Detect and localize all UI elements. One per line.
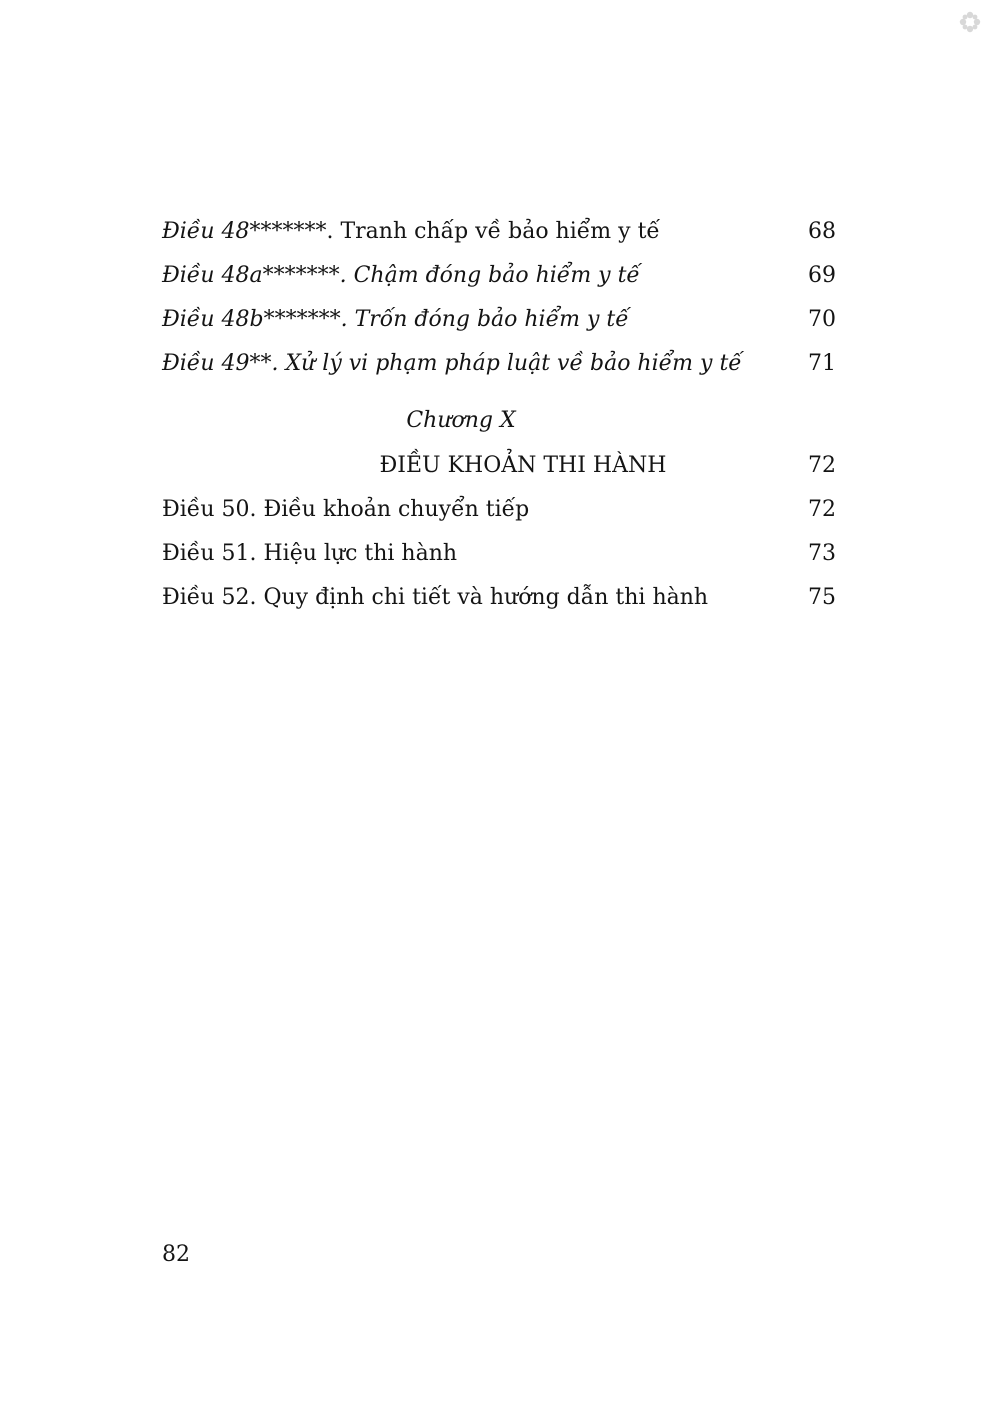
chapter-title: ĐIỀU KHOẢN THI HÀNH [379,453,667,478]
toc-entry-chapter-title[interactable] [162,444,836,488]
toc-entry-title: Điều 50. Điều khoản chuyển tiếp [162,497,530,522]
toc-entry-dieu-50[interactable] [162,488,836,532]
toc-page-number: 71 [808,351,836,376]
toc-entry-title: . Tranh chấp về bảo hiểm y tế [326,219,660,244]
chapter-label: Chương X [406,408,516,433]
toc-entry-dieu-48[interactable] [162,210,836,254]
toc-entry-number: Điều 48a******* [162,263,340,288]
toc-page-number: 70 [808,307,836,332]
toc-entry-number: Điều 49** [162,351,272,376]
toc-page-number: 73 [808,541,836,566]
toc-entry-dieu-52[interactable] [162,576,836,620]
toc-entry-title: Điều 51. Hiệu lực thi hành [162,541,458,566]
flower-ornament-icon [958,10,982,34]
toc-page-number: 68 [808,219,836,244]
toc-page-number: 75 [808,585,836,610]
toc-page-number: 72 [808,453,836,478]
toc-page-number: 72 [808,497,836,522]
toc-entry-dieu-49[interactable] [162,342,836,386]
toc-entry-dieu-48a[interactable] [162,254,836,298]
toc-entry-number: Điều 48b******* [162,307,341,332]
toc-entry-title: Điều 52. Quy định chi tiết và hướng dẫn thi hành [162,585,709,610]
toc-entry-dieu-51[interactable] [162,532,836,576]
page-number: 82 [162,1242,190,1267]
table-of-contents [162,210,836,620]
toc-entry-dieu-48b[interactable] [162,298,836,342]
toc-page-number: 69 [808,263,836,288]
toc-entry-title: . Xử lý vi phạm pháp luật về bảo hiểm y tế [271,351,742,376]
toc-entry-number: Điều 48******* [162,219,327,244]
toc-entry-title: . Trốn đóng bảo hiểm y tế [340,307,629,332]
toc-entry-title: . Chậm đóng bảo hiểm y tế [339,263,640,288]
